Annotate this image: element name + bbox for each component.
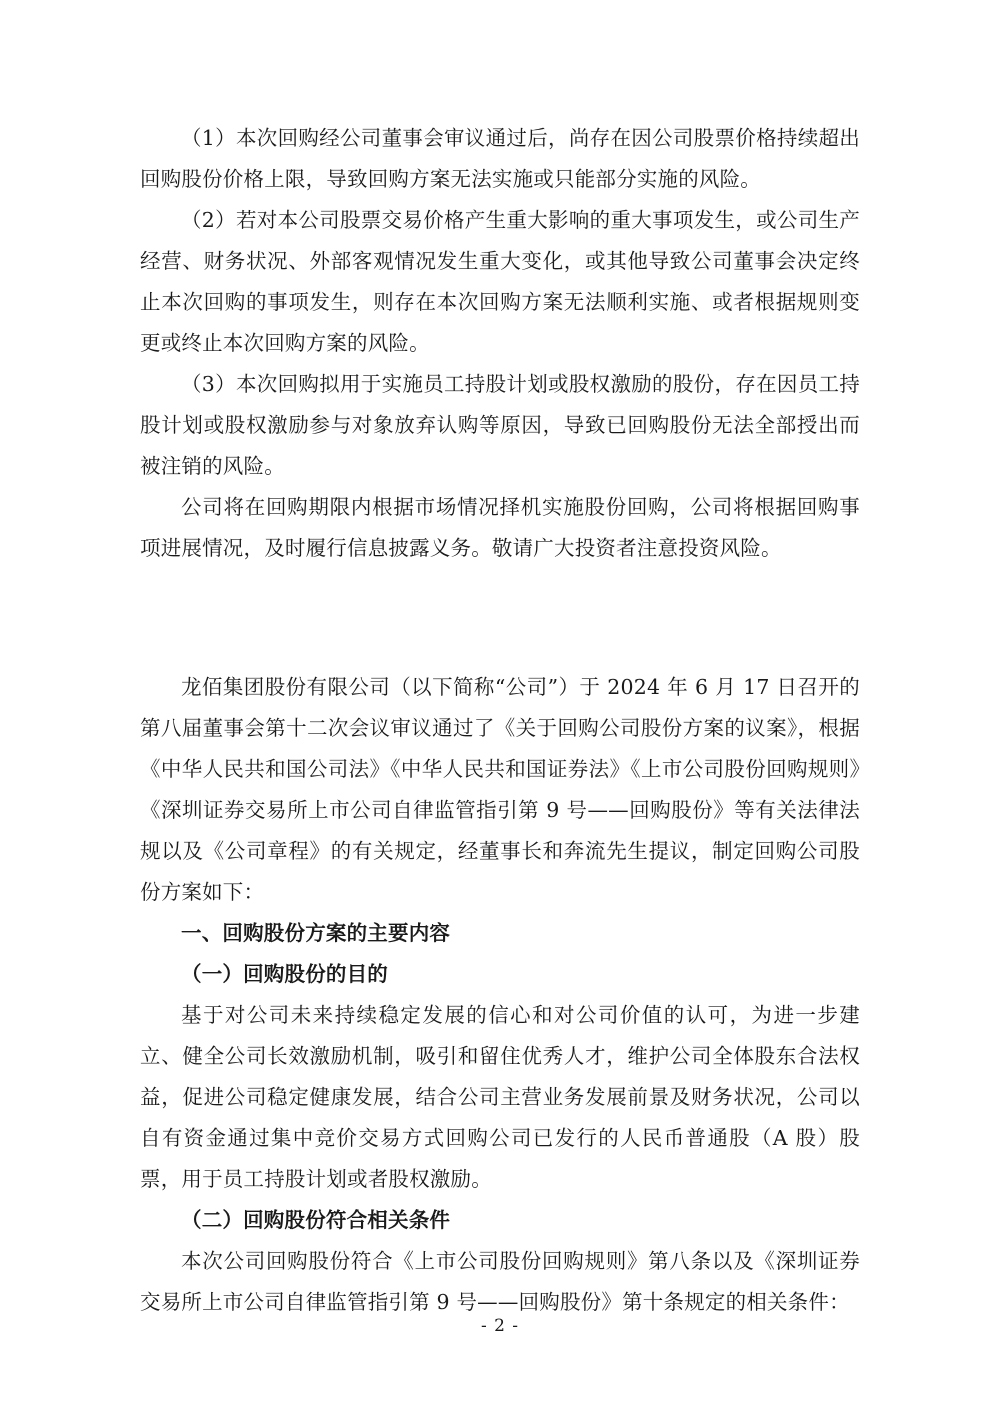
paragraph-conditions: 本次公司回购股份符合《上市公司股份回购规则》第八条以及《深圳证券交易所上市公司自律监管指引第 9 号——回购股份》第十条规定的相关条件： [140,1249,860,1314]
heading-section-1-1: （一）回购股份的目的 [181,962,388,986]
paragraph-risk-1: （1）本次回购经公司董事会审议通过后，尚存在因公司股票价格持续超出回购股份价格上限，导致回购方案无法实施或只能部分实施的风险。 [140,126,860,191]
paragraph-risk-3: （3）本次回购拟用于实施员工持股计划或股权激励的股份，存在因员工持股计划或股权激励参与对象放弃认购等原因，导致已回购股份无法全部授出而被注销的风险。 [140,372,860,478]
section-spacer [140,569,860,667]
heading-section-1: 一、回购股份方案的主要内容 [181,921,451,945]
paragraph-plan-intro: 龙佰集团股份有限公司（以下简称“公司”）于 2024 年 6 月 17 日召开的第八届董事会第十二次会议审议通过了《关于回购公司股份方案的议案》，根据《中华人民共和国公司法》《中华人民共和国证券法》《上市公司股份回购规则》《深圳证券交易所上市公司自律监管指引第 9 号——回购股份》等有关法律法规以及《公司章程》的有关规定，经董事长和奔流先生提议，制定回购公司股份方案如下： [140,675,860,904]
paragraph-risk-2: （2）若对本公司股票交易价格产生重大影响的重大事项发生，或公司生产经营、财务状况、外部客观情况发生重大变化，或其他导致公司董事会决定终止本次回购的事项发生，则存在本次回购方案无法顺利实施、或者根据规则变更或终止本次回购方案的风险。 [140,208,860,355]
document-body [140,118,860,1323]
heading-section-1-2: （二）回购股份符合相关条件 [181,1208,451,1232]
paragraph-purpose: 基于对公司未来持续稳定发展的信心和对公司价值的认可，为进一步建立、健全公司长效激励机制，吸引和留住优秀人才，维护公司全体股东合法权益，促进公司稳定健康发展，结合公司主营业务发展前景及财务状况，公司以自有资金通过集中竞价交易方式回购公司已发行的人民币普通股（A 股）股票，用于员工持股计划或者股权激励。 [140,1003,860,1191]
page-number: - 2 - [480,1316,520,1336]
paragraph-risk-closing: 公司将在回购期限内根据市场情况择机实施股份回购，公司将根据回购事项进展情况，及时履行信息披露义务。敬请广大投资者注意投资风险。 [140,495,860,560]
